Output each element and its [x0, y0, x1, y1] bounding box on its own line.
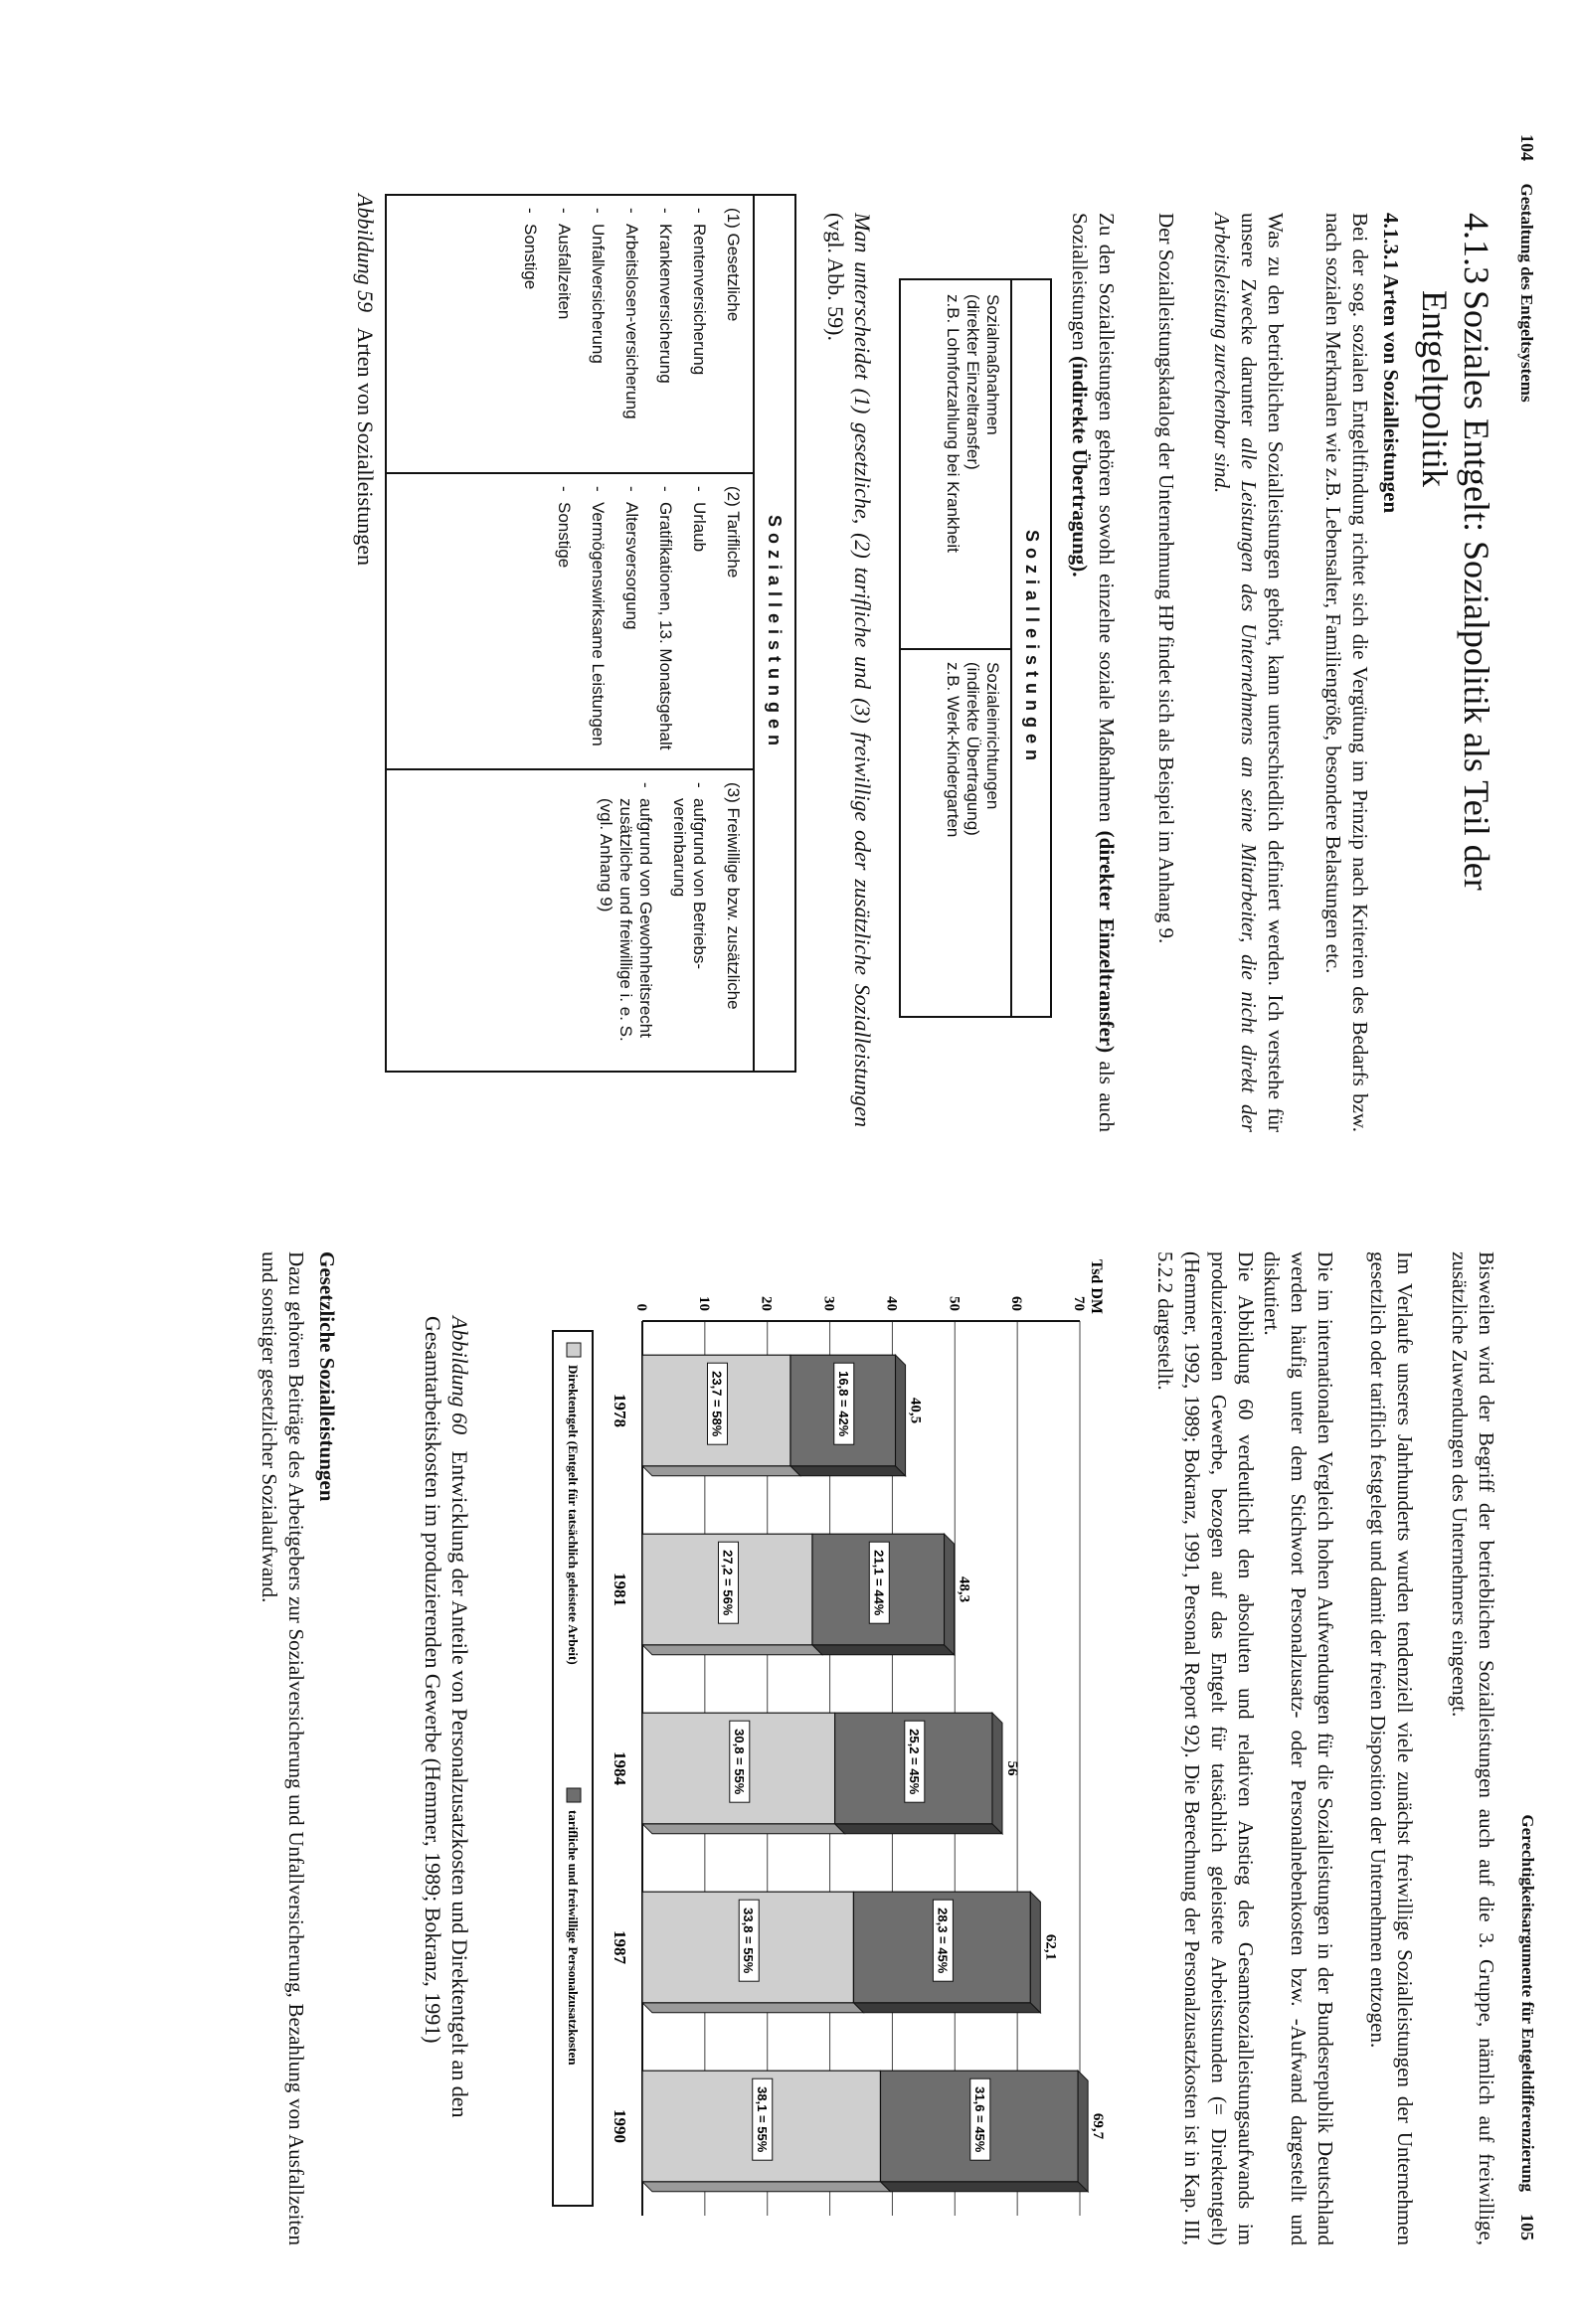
x-tick-label: 1981 — [611, 1573, 629, 1606]
paragraph-text: Was zu den betrieblichen Sozialleistungen gehört, kann unterschiedlich definiert werden. Ich verstehe für unsere Zwecke darunter — [1237, 213, 1288, 1132]
y-tick-label: 10 — [695, 1296, 712, 1311]
legend-swatch — [567, 1343, 581, 1357]
bar-side — [642, 2182, 890, 2192]
paragraph-text: (vgl. Abb. 59). — [823, 213, 848, 341]
box-header: Sozialleistungen — [1022, 529, 1042, 767]
list-item: - Urlaub — [689, 486, 709, 754]
bar-side — [642, 1645, 822, 1655]
data-label: 33,8 = 55% — [741, 1908, 757, 1974]
data-label: 28,3 = 45% — [935, 1908, 951, 1974]
sozialleistungen-kategorien-box — [385, 194, 796, 1073]
bar-top — [896, 1355, 906, 1476]
section-title-text: Soziales Entgelt: Sozialpolitik als Teil der Entgeltpolitik — [1415, 290, 1496, 891]
list-item: - aufgrund von Betriebs-vereinbarung — [669, 782, 709, 1056]
data-label: 38,1 = 55% — [754, 2086, 770, 2153]
total-label: 69,7 — [1090, 2112, 1107, 2140]
data-label: 23,7 = 58% — [709, 1371, 725, 1437]
x-tick-label: 1978 — [611, 1394, 629, 1427]
figure-caption — [420, 1316, 473, 2191]
cell-line: (direkter Einzeltransfer) — [964, 294, 982, 470]
running-head — [1516, 134, 1537, 403]
y-tick-label: 20 — [758, 1296, 775, 1311]
paragraph — [822, 213, 876, 1127]
paragraph — [1066, 213, 1120, 1132]
bar-side — [790, 1466, 906, 1476]
y-tick-label: 70 — [1071, 1296, 1087, 1311]
y-axis-label: Tsd DM — [1088, 1259, 1105, 1314]
bar-top — [945, 1534, 955, 1655]
paragraph: Dazu gehören Beiträge des Arbeitgebers zur Sozialversicherung und Unfallversicherung, Bezahlung von Ausfallzeiten und sonstiger gesetzlicher Sozialaufwand. — [258, 1251, 308, 2245]
bar-top — [992, 1713, 1002, 1834]
paragraph: Die Abbildung 60 verdeutlicht den absoluten und relativen Anstieg des Gesamtsozialleistungsaufwands im produzierenden Gewerbe, bezogen auf das Entgelt für tatsächlich geleistete Arbeitsstunden (= Direktentgelt) (Hemmer, 1992, 1989; Bokranz, 1991, Personal Report 92). Die Berechnung der Personalzusatzkosten ist in Kap. III, 5.2.2 dargestellt. — [1153, 1251, 1258, 2245]
divider — [901, 648, 1012, 650]
data-label: 25,2 = 45% — [906, 1729, 922, 1795]
data-label: 16,8 = 42% — [835, 1371, 851, 1437]
paragraph-text: als auch Sozialleistungen — [1068, 213, 1119, 1132]
cell-line: z.B. Lohnfortzahlung bei Krankheit — [944, 294, 963, 553]
paragraph-bold: (direkter Einzeltransfer) — [1095, 830, 1119, 1054]
paragraph-text: Zu den Sozialleistungen gehören sowohl einzelne soziale Maßnahmen — [1095, 213, 1119, 831]
subsection-heading: Gesetzliche Sozialleistungen — [315, 1251, 339, 1502]
caption-text: Entwicklung der Anteile von Personalzusatzkosten und Direktentgelt an den Gesamtarbeitskosten im produzierenden Gewerbe (Hemmer, 1989; Bokranz, 1991) — [421, 1316, 472, 2118]
total-label: 48,3 — [956, 1576, 972, 1603]
box-right-cell — [943, 662, 1002, 837]
box-header: Sozialleistungen — [765, 514, 785, 752]
y-tick-label: 30 — [820, 1296, 837, 1311]
column-title: (2) Tarifliche — [724, 486, 743, 579]
divider — [753, 196, 755, 1071]
list-item: - Krankenversicherung — [655, 208, 675, 466]
y-tick-label: 60 — [1008, 1296, 1025, 1311]
legend-label: Direktentgelt (Entgelt für tatsächlich geleistete Arbeit) — [566, 1365, 581, 1665]
cell-line: z.B. Werk-Kindergarten — [944, 662, 963, 838]
bar-side — [880, 2182, 1088, 2192]
list-item: - Sonstige — [554, 486, 574, 754]
paragraph: Der Sozialleistungskatalog der Unternehmung HP findet sich als Beispiel im Anhang 9. — [1154, 213, 1178, 944]
paragraph: Bisweilen wird der Begriff der betrieblichen Sozialleistungen auch auf die 3. Gruppe, nämlich auf freiwillige, zusätzliche Zuwendungen des Unternehmers eingeengt. — [1448, 1251, 1498, 2245]
y-tick-label: 0 — [633, 1303, 649, 1311]
y-tick-label: 50 — [946, 1296, 963, 1311]
data-label: 30,8 = 55% — [731, 1729, 747, 1795]
list-item: - Sonstige — [520, 208, 540, 466]
running-head-text: Gestaltung des Entgeltsystems — [1517, 183, 1536, 403]
paragraph-emphasis: alle Leistungen des Unternehmens an seine Mitarbeiter, die nicht direkt der Arbeitsleistung zurechenbar sind. — [1210, 213, 1261, 1132]
column-gesetzliche — [520, 208, 743, 466]
list-item: - Vermögenswirksame Leistungen — [588, 486, 608, 754]
paragraph: Im Verlaufe unseres Jahrhunderts wurden tendenziell viele zunächst freiwillige Sozialleistungen der Unternehmen gesetzlich oder tariflich festgelegt und damit der freien Disposition der Unternehmen entzogen. — [1366, 1251, 1417, 2245]
paragraph-emphasis: Man unterscheidet (1) gesetzliche, (2) tarifliche und (3) freiwillige oder zusätzliche Sozialleistungen — [850, 213, 875, 1127]
box-left-cell — [943, 294, 1002, 553]
divider — [387, 768, 755, 770]
list-item: - Unfallversicherung — [588, 208, 608, 466]
column-tarifliche — [554, 486, 743, 754]
list-item: - Arbeitslosen-versicherung — [621, 208, 641, 466]
page-number: 105 — [1517, 2214, 1537, 2241]
cell-title: Sozialmaßnahmen — [983, 294, 1002, 435]
data-label: 21,1 = 44% — [871, 1550, 887, 1616]
total-label: 40,5 — [907, 1397, 924, 1424]
personalzusatzkosten-chart — [493, 1251, 1110, 2255]
bar-top — [1078, 2071, 1088, 2192]
caption-label: Abbildung 59 — [353, 194, 378, 313]
paragraph-bold: (indirekte Übertragung). — [1068, 356, 1092, 578]
divider — [387, 472, 755, 474]
paragraph: Die im internationalen Vergleich hohen Aufwendungen für die Sozialleistungen in der Bundesrepublik Deutschland werden häufig unter dem Stichwort Personalzusatz- oder Personalnebenkosten bzw. -Aufwand dargestellt und diskutiert. — [1260, 1251, 1337, 2245]
subsection-heading: 4.1.3.1 Arten von Sozialleistungen — [1379, 213, 1403, 514]
bar-side — [642, 2003, 863, 2013]
x-tick-label: 1990 — [611, 2109, 629, 2143]
x-tick-label: 1984 — [611, 1751, 629, 1785]
section-title — [1414, 213, 1497, 1046]
caption-label: Abbildung 60 — [447, 1316, 472, 1435]
y-tick-label: 40 — [883, 1296, 900, 1311]
right-page — [0, 1162, 1577, 2324]
total-label: 62,1 — [1042, 1933, 1059, 1961]
cell-title: Sozialeinrichtungen — [983, 662, 1002, 810]
section-number: 4.1.3 — [1457, 213, 1496, 284]
sozialleistungen-box — [899, 278, 1052, 1018]
running-head — [1516, 1321, 1537, 2241]
caption-text: Arten von Sozialleistungen — [353, 327, 378, 566]
list-item: - Ausfallzeiten — [554, 208, 574, 466]
bar-side — [835, 1824, 1002, 1834]
total-label: 56 — [1004, 1760, 1020, 1776]
bar-side — [642, 1824, 845, 1834]
column-freiwillige — [596, 782, 743, 1056]
legend-label: tarifliche und freiwillige Personalzusatzkosten — [566, 1810, 581, 2066]
list-item: - aufgrund von Gewohnheitsrecht zusätzliche und freiwillige i. e. S. (vgl. Anhang 9) — [596, 782, 655, 1056]
bar-side — [812, 1645, 955, 1655]
x-tick-label: 1987 — [611, 1930, 629, 1964]
figure-caption — [352, 194, 379, 566]
paragraph: Bei der sog. sozialen Entgeltfindung richtet sich die Vergütung im Prinzip nach Kriterien des Bedarfs bzw. nach sozialen Merkmalen wie z.B. Lebensalter, Familiengröße, besondere Belastungen etc. — [1321, 213, 1372, 1132]
paragraph — [1208, 213, 1289, 1132]
bar-top — [1030, 1892, 1040, 2013]
page-number: 104 — [1517, 134, 1537, 161]
column-title: (3) Freiwillige bzw. zusätzliche — [724, 782, 743, 1010]
list-item: - Gratifikationen, 13. Monatsgehalt — [655, 486, 675, 754]
legend-swatch — [567, 1788, 581, 1802]
running-head-text: Gerechtigkeitsargumente für Entgeltdifferenzierung — [1518, 1814, 1537, 2192]
bar-side — [642, 1466, 800, 1476]
column-title: (1) Gesetzliche — [724, 208, 743, 322]
data-label: 31,6 = 45% — [971, 2086, 987, 2153]
list-item: - Altersversorgung — [621, 486, 641, 754]
list-item: - Rentenversicherung — [689, 208, 709, 466]
cell-line: (indirekte Übertragung) — [964, 662, 982, 836]
data-label: 27,2 = 56% — [720, 1550, 736, 1616]
bar-side — [853, 2003, 1040, 2013]
